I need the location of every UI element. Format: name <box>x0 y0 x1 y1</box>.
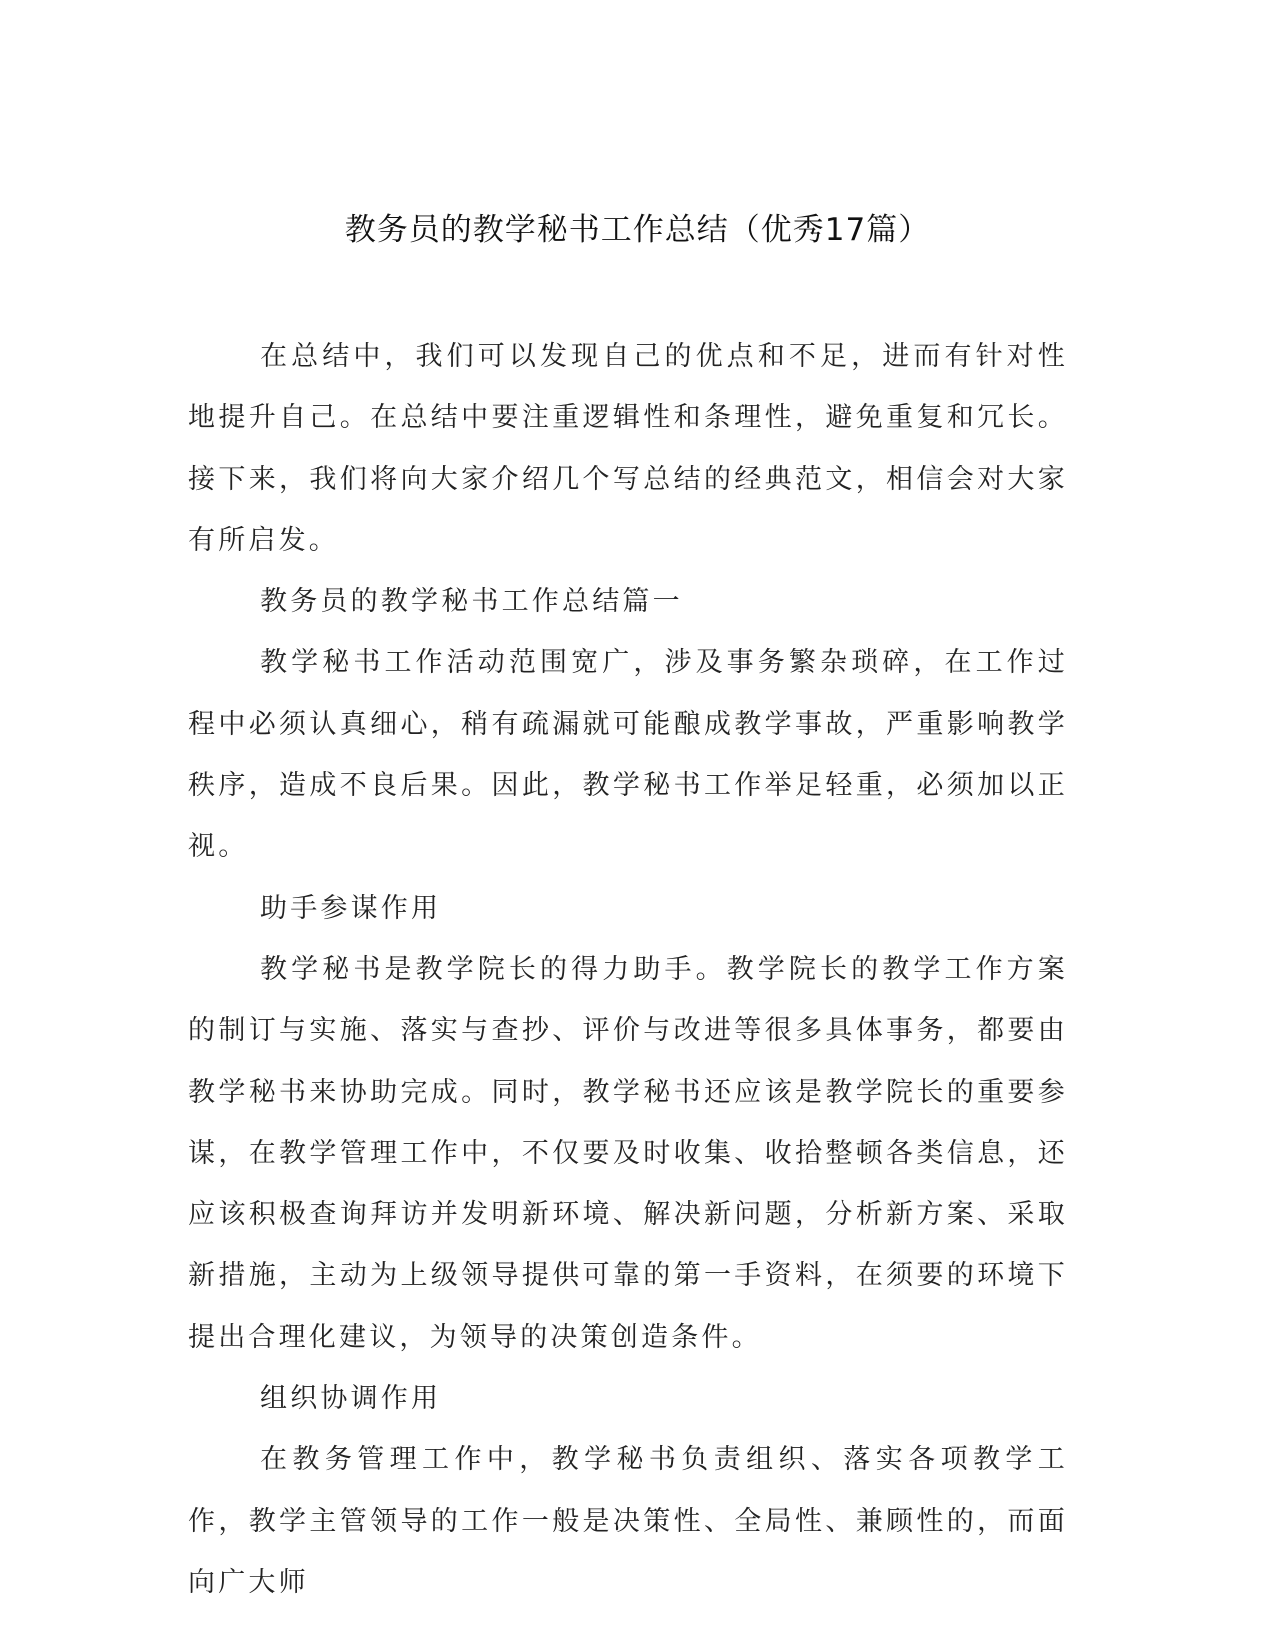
document-title: 教务员的教学秘书工作总结（优秀17篇） <box>344 212 931 248</box>
subheading-coordination-role: 组织协调作用 <box>260 1383 442 1415</box>
section-heading-part-one: 教务员的教学秘书工作总结篇一 <box>260 586 683 618</box>
intro-paragraph: 在总结中，我们可以发现自己的优点和不足，进而有针对性地提升自己。在总结中要注重逻辑性和条理性，避免重复和冗长。接下来，我们将向大家介绍几个写总结的经典范文，相信会对大家有所启发。 <box>188 341 1068 556</box>
body-paragraph: 教学秘书工作活动范围宽广，涉及事务繁杂琐碎，在工作过程中必须认真细心，稍有疏漏就可能酿成教学事故，严重影响教学秩序，造成不良后果。因此，教学秘书工作举足轻重，必须加以正视。 <box>188 647 1068 863</box>
body-paragraph: 教学秘书是教学院长的得力助手。教学院长的教学工作方案的制订与实施、落实与查抄、评价与改进等很多具体事务，都要由教学秘书来协助完成。同时，教学秘书还应该是教学院长的重要参谋，在教学管理工作中，不仅要及时收集、收拾整顿各类信息，还应该积极查询拜访并发明新环境、解决新问题，分析新方案、采取新措施，主动为上级领导提供可靠的第一手资料，在须要的环境下提出合理化建议，为领导的决策创造条件。 <box>188 953 1068 1353</box>
subheading-assistant-role: 助手参谋作用 <box>260 892 442 924</box>
body-paragraph: 在教务管理工作中，教学秘书负责组织、落实各项教学工作，教学主管领导的工作一般是决策性、全局性、兼顾性的，而面向广大师 <box>188 1444 1068 1598</box>
document-body <box>188 326 1068 1613</box>
